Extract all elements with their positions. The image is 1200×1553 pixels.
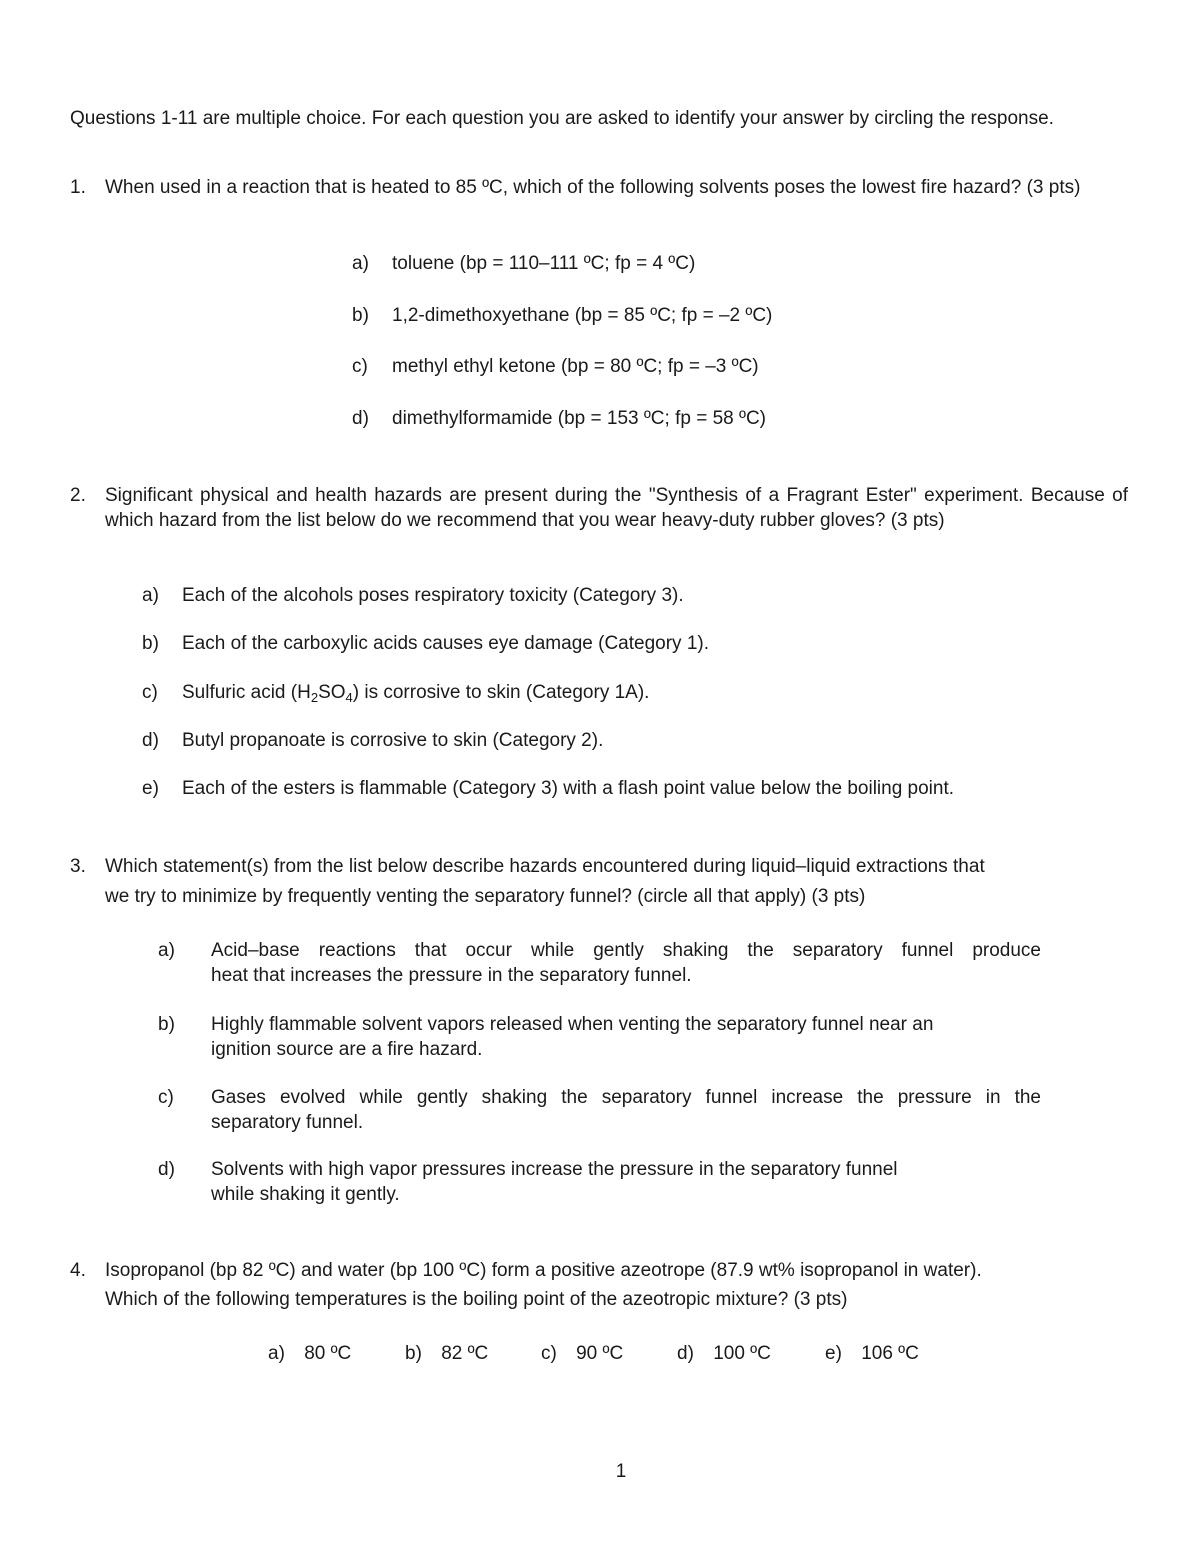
option-label: a) bbox=[268, 1343, 285, 1364]
option-label: c) bbox=[158, 1087, 174, 1108]
option-text: 90 ºC bbox=[576, 1343, 624, 1364]
option-label: b) bbox=[405, 1343, 422, 1364]
option-text-part: Sulfuric acid (H bbox=[182, 682, 311, 703]
option-text: Each of the esters is flammable (Category 3) with a flash point value below the boiling point. bbox=[182, 778, 955, 799]
option-line: ignition source are a fire hazard. bbox=[211, 1039, 483, 1060]
option-label: c) bbox=[352, 356, 368, 377]
option-line: heat that increases the pressure in the separatory funnel. bbox=[211, 965, 692, 986]
option-text: Each of the alcohols poses respiratory toxicity (Category 3). bbox=[182, 585, 684, 606]
option-text: methyl ethyl ketone (bp = 80 ºC; fp = –3 ºC) bbox=[392, 356, 759, 377]
option-label: b) bbox=[158, 1014, 175, 1035]
option-text: 80 ºC bbox=[304, 1343, 352, 1364]
option-label: d) bbox=[677, 1343, 694, 1364]
option-text bbox=[211, 938, 1051, 988]
option-line: Acid–base reactions that occur while gently shaking the separatory funnel produce bbox=[211, 940, 1041, 961]
option-label: a) bbox=[158, 940, 175, 961]
option-text: Butyl propanoate is corrosive to skin (Category 2). bbox=[182, 730, 604, 751]
option-text bbox=[211, 1085, 1051, 1135]
option-text bbox=[182, 680, 649, 705]
option-label: e) bbox=[142, 778, 159, 799]
option-label: a) bbox=[352, 253, 369, 274]
option-label: d) bbox=[158, 1159, 175, 1180]
option-line: Gases evolved while gently shaking the separatory funnel increase the pressure in the bbox=[211, 1087, 1041, 1108]
question-line: we try to minimize by frequently venting the separatory funnel? (circle all that apply) (3 pts) bbox=[105, 886, 866, 907]
option-text: dimethylformamide (bp = 153 ºC; fp = 58 ºC) bbox=[392, 408, 766, 429]
option-text bbox=[211, 1157, 1051, 1207]
option-label: b) bbox=[142, 633, 159, 654]
question-3 bbox=[70, 852, 1128, 912]
option-text: 82 ºC bbox=[441, 1343, 489, 1364]
question-line: Which statement(s) from the list below describe hazards encountered during liquid–liquid extractions that bbox=[105, 856, 985, 877]
option-label: e) bbox=[825, 1343, 842, 1364]
question-text: Significant physical and health hazards are present during the "Synthesis of a Fragrant Ester" experiment. Because of which hazard from the list below do we recommend that you wear heavy-duty rubber gloves? (3 pts) bbox=[105, 485, 1128, 531]
option-label: a) bbox=[142, 585, 159, 606]
option-text: Each of the carboxylic acids causes eye damage (Category 1). bbox=[182, 633, 709, 654]
q4-option-e[interactable] bbox=[825, 1341, 919, 1366]
question-number: 4. bbox=[70, 1260, 86, 1281]
option-text: toluene (bp = 110–111 ºC; fp = 4 ºC) bbox=[392, 253, 696, 274]
question-text bbox=[105, 852, 1128, 912]
subscript: 2 bbox=[310, 690, 319, 705]
option-text: 100 ºC bbox=[713, 1343, 771, 1364]
option-line: while shaking it gently. bbox=[211, 1184, 400, 1205]
option-line: Highly flammable solvent vapors released when venting the separatory funnel near an bbox=[211, 1014, 934, 1035]
question-text: When used in a reaction that is heated to 85 ºC, which of the following solvents poses the lowest fire hazard? (3 pts) bbox=[105, 177, 1081, 198]
question-line: Isopropanol (bp 82 ºC) and water (bp 100 ºC) form a positive azeotrope (87.9 wt% isopropanol in water). bbox=[105, 1260, 982, 1281]
question-number: 3. bbox=[70, 856, 86, 877]
question-2 bbox=[70, 483, 1128, 533]
option-text-part: ) is corrosive to skin (Category 1A). bbox=[352, 682, 650, 703]
q4-option-d[interactable] bbox=[677, 1341, 771, 1366]
instructions: Questions 1-11 are multiple choice. For each question you are asked to identify your answer by circling the response. bbox=[70, 108, 1054, 129]
option-label: d) bbox=[352, 408, 369, 429]
question-number: 1. bbox=[70, 177, 86, 198]
question-1 bbox=[70, 175, 1128, 200]
subscript: 4 bbox=[345, 690, 353, 705]
option-text bbox=[211, 1012, 1051, 1062]
q4-option-a[interactable] bbox=[268, 1341, 351, 1366]
option-line: separatory funnel. bbox=[211, 1112, 364, 1133]
option-label: b) bbox=[352, 305, 369, 326]
question-4 bbox=[70, 1256, 1128, 1314]
option-label: c) bbox=[541, 1343, 557, 1364]
q4-option-b[interactable] bbox=[405, 1341, 488, 1366]
option-label: d) bbox=[142, 730, 159, 751]
page-number: 1 bbox=[615, 1461, 627, 1482]
option-text: 106 ºC bbox=[861, 1343, 919, 1364]
question-text bbox=[105, 1256, 1128, 1314]
q4-option-c[interactable] bbox=[541, 1341, 623, 1366]
option-line: Solvents with high vapor pressures increase the pressure in the separatory funnel bbox=[211, 1159, 898, 1180]
question-line: Which of the following temperatures is the boiling point of the azeotropic mixture? (3 pts) bbox=[105, 1289, 848, 1310]
option-label: c) bbox=[142, 682, 158, 703]
option-text: 1,2-dimethoxyethane (bp = 85 ºC; fp = –2 ºC) bbox=[392, 305, 773, 326]
question-number: 2. bbox=[70, 485, 86, 506]
option-text-part: SO bbox=[318, 682, 346, 703]
